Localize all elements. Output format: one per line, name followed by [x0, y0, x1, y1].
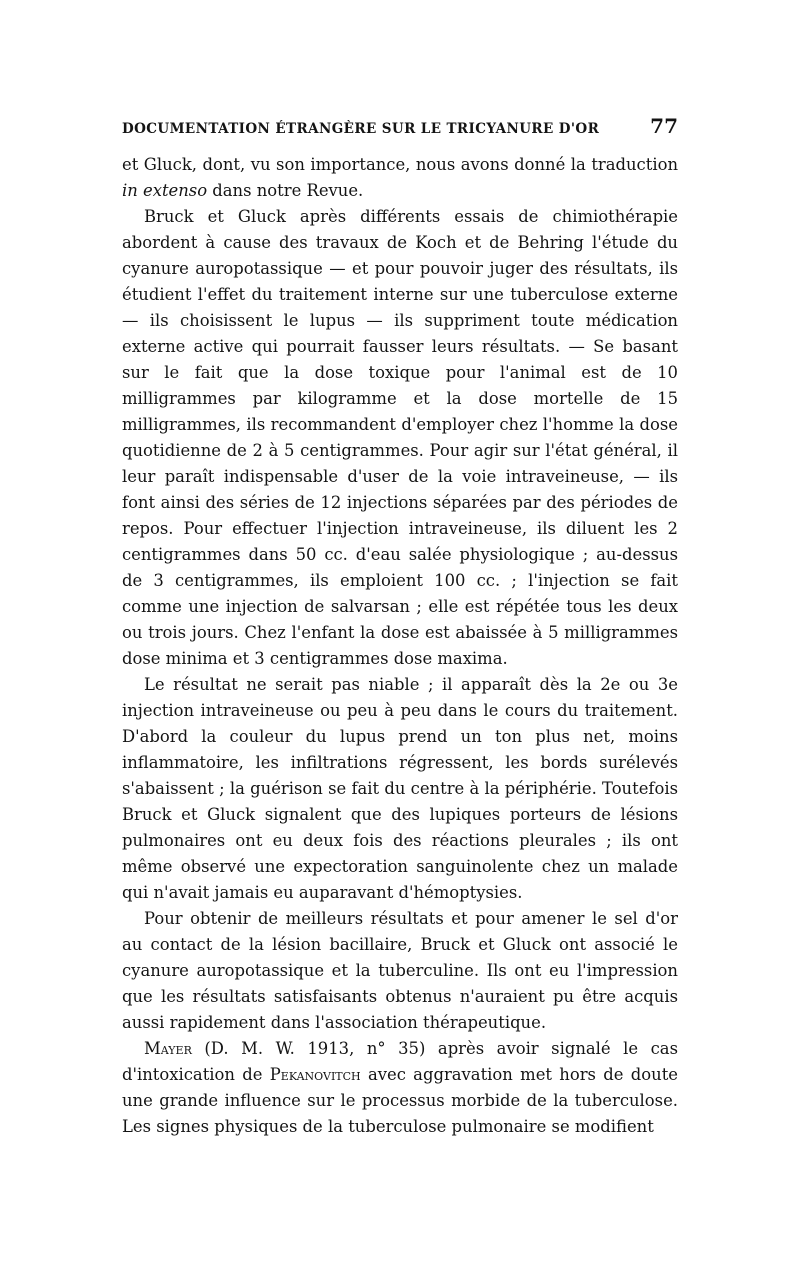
paragraph-2: Bruck et Gluck après différents essais de chimiothérapie abordent à cause des travaux de Koch et de Behring l'étude du cyanure auropotassique — et pour pouvoir juger des résultats, ils étudient l'effet du traitement interne sur une tuberculose externe — ils choisissent le lupus — ils suppriment toute médication externe active qui pourrait fausser leurs résultats. — Se basant sur le fait que la dose toxique pour l'animal est de 10 milligrammes par kilogramme et la dose mortelle de 15 milligrammes, ils recommandent d'employer chez l'homme la dose quotidienne de 2 à 5 centigrammes. Pour agir sur l'état général, il leur paraît indispensable d'user de la voie intraveineuse, — ils font ainsi des séries de 12 injections séparées par des périodes de repos. Pour effectuer l'injection intraveineuse, ils diluent les 2 centigrammes dans 50 cc. d'eau salée physiologique ; au-dessus de 3 centigrammes, ils emploient 100 cc. ; l'injection se fait comme une injection de salvarsan ; elle est répétée tous les deux ou trois jours. Chez l'enfant la dose est abaissée à 5 milligrammes dose minima et 3 centigrammes dose maxima. — [122, 207, 678, 668]
paragraph-5-end: avec aggravation met hors de doute une grande influence sur le processus morbide de la tuberculose. Les signes physiques de la tuberculose pulmonaire se modifient — [122, 1065, 679, 1136]
reference-text: (D. M. W. 1913, n° 35) après avoir signalé le cas d'intoxication de — [122, 1039, 678, 1084]
body-text — [122, 152, 678, 1140]
case-name: Pekanovitch — [269, 1065, 361, 1084]
paragraph-1-start: et Gluck, dont, vu son importance, nous avons donné la traduction — [122, 155, 678, 174]
author-name: Mayer — [144, 1039, 192, 1058]
paragraph-1-end: dans notre Revue. — [207, 181, 364, 200]
italic-phrase: in extenso — [122, 181, 208, 200]
running-head — [122, 114, 678, 144]
paragraph-3: Le résultat ne serait pas niable ; il apparaît dès la 2e ou 3e injection intraveineuse ou peu à peu dans le cours du traitement. D'abord la couleur du lupus prend un ton plus net, moins inflammatoire, les infiltrations régressent, les bords surélevés s'abaissent ; la guérison se fait du centre à la périphérie. Toutefois Bruck et Gluck signalent que des lupiques porteurs de lésions pulmonaires ont eu deux fois des réactions pleurales ; ils ont même observé une expectoration sanguinolente chez un malade qui n'avait jamais eu auparavant d'hémoptysies. — [122, 675, 678, 902]
paragraph-4: Pour obtenir de meilleurs résultats et pour amener le sel d'or au contact de la lésion bacillaire, Bruck et Gluck ont associé le cyanure auropotassique et la tuberculine. Ils ont eu l'impression que les résultats satisfaisants obtenus n'auraient pu être acquis aussi rapidement dans l'association thérapeutique. — [122, 909, 678, 1032]
page-number: 77 — [650, 114, 678, 138]
running-title: DOCUMENTATION ÉTRANGÈRE SUR LE TRICYANURE D'OR — [122, 121, 600, 137]
paragraph-5 — [122, 1036, 678, 1140]
paragraph-1 — [122, 152, 678, 204]
